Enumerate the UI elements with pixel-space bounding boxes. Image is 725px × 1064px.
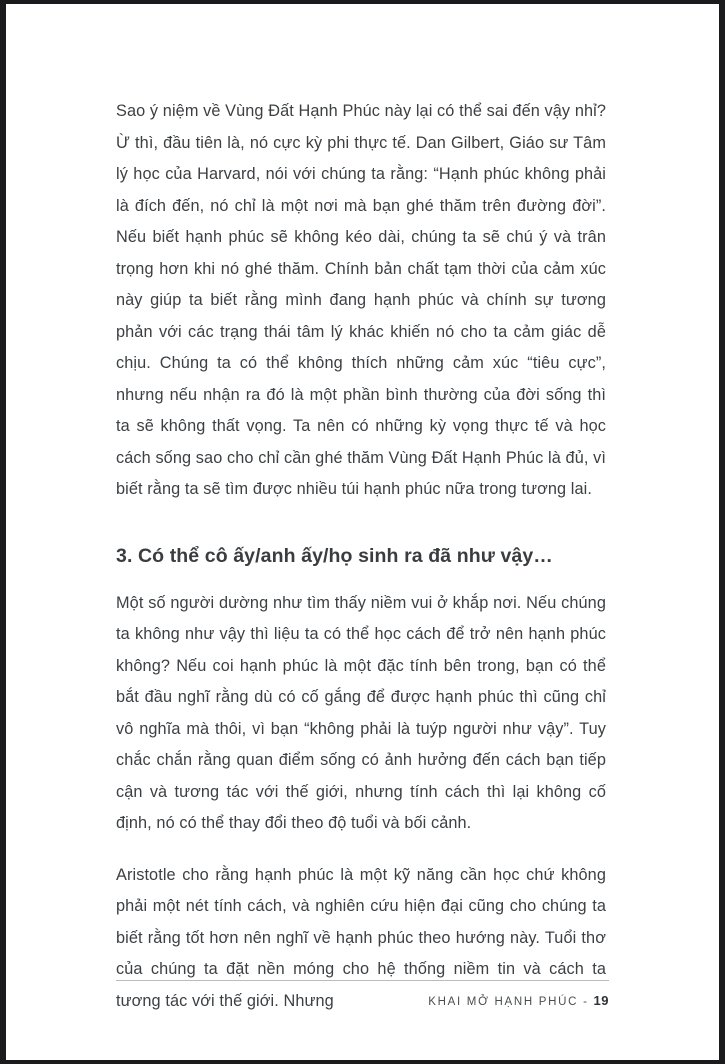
page-number: 19 <box>593 993 609 1008</box>
page-bottom-edge <box>0 1060 725 1064</box>
footer-text <box>116 993 609 1008</box>
footer-divider <box>116 980 609 981</box>
body-paragraph: Sao ý niệm về Vùng Đất Hạnh Phúc này lại có thể sai đến vậy nhỉ? Ừ thì, đầu tiên là, nó cực kỳ phi thực tế. Dan Gilbert, Giáo sư Tâm lý học của Harvard, nói với chúng ta rằng: “Hạnh phúc không phải là đích đến, nó chỉ là một nơi mà bạn ghé thăm trên đường đời”. Nếu biết hạnh phúc sẽ không kéo dài, chúng ta sẽ chú ý và trân trọng hơn khi nó ghé thăm. Chính bản chất tạm thời của cảm xúc này giúp ta biết rằng mình đang hạnh phúc và chính sự tương phản với các trạng thái tâm lý khác khiến nó cho ta cảm giác dễ chịu. Chúng ta có thể không thích những cảm xúc “tiêu cực”, nhưng nếu nhận ra đó là một phần bình thường của đời sống thì ta sẽ không thất vọng. Ta nên có những kỳ vọng thực tế và học cách sống sao cho chỉ cần ghé thăm Vùng Đất Hạnh Phúc là đủ, vì biết rằng ta sẽ tìm được nhiều túi hạnh phúc nữa trong tương lai. <box>116 102 606 498</box>
footer-book-title: KHAI MỞ HẠNH PHÚC <box>428 996 579 1008</box>
body-paragraph: Một số người dường như tìm thấy niềm vui ở khắp nơi. Nếu chúng ta không như vậy thì liệu ta có thể học cách để trở nên hạnh phúc không? Nếu coi hạnh phúc là một đặc tính bên trong, bạn có thể bắt đầu nghĩ rằng dù có cố gắng để được hạnh phúc thì cũng chỉ vô nghĩa mà thôi, vì bạn “không phải là tuýp người như vậy”. Tuy chắc chắn rằng quan điểm sống có ảnh hưởng đến cách bạn tiếp cận và tương tác với thế giới, nhưng tính cách thì lại không cố định, nó có thể thay đổi theo độ tuổi và bối cảnh. <box>116 593 606 832</box>
page-top-edge <box>0 0 725 4</box>
footer-separator: - <box>583 996 589 1008</box>
section-heading: 3. Có thể cô ấy/anh ấy/họ sinh ra đã như vậy… <box>116 544 553 567</box>
body-paragraph: Aristotle cho rằng hạnh phúc là một kỹ năng cần học chứ không phải một nét tính cách, và nghiên cứu hiện đại cũng cho chúng ta biết rằng tốt hơn nên nghĩ về hạnh phúc theo hướng này. Tuổi thơ của chúng ta đặt nền móng cho hệ thống niềm tin và cách ta tương tác với thế giới. Nhưng <box>116 865 606 1010</box>
page-content <box>116 96 606 1017</box>
page-left-edge <box>0 0 6 1064</box>
page-footer <box>116 980 609 1008</box>
page-right-edge <box>719 0 725 1064</box>
